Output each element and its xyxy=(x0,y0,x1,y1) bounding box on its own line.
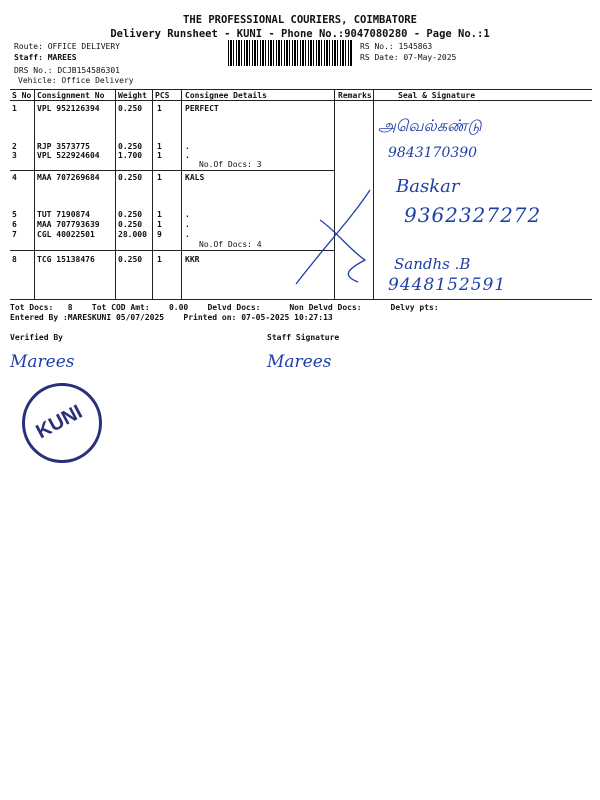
verified-signature: Marees xyxy=(10,352,75,372)
row-weight: 0.250 xyxy=(118,255,143,264)
col-divider xyxy=(34,89,35,299)
row-weight: 1.700 xyxy=(118,151,143,160)
row-pcs: 1 xyxy=(157,173,162,182)
header-seal-signature: Seal & Signature xyxy=(398,91,476,100)
row-details: KKR xyxy=(185,255,200,264)
docs-count-note: No.Of Docs: 3 xyxy=(199,160,262,169)
staff-signature-label: Staff Signature xyxy=(267,333,340,342)
entered-printed-line: Entered By :MARESKUNI 05/07/2025 Printed on: 07-05-2025 10:27:13 xyxy=(10,313,333,322)
header-consignee: Consignee Details xyxy=(185,91,267,100)
barcode-image xyxy=(228,40,352,66)
row-pcs: 1 xyxy=(157,104,162,113)
row-details: . xyxy=(185,210,190,219)
row-sno: 6 xyxy=(12,220,17,229)
company-name: THE PROFESSIONAL COURIERS, COIMBATORE xyxy=(183,14,417,26)
table-top-border xyxy=(10,89,592,90)
docs-count-note: No.Of Docs: 4 xyxy=(199,240,262,249)
totals-line: Tot Docs: 8 Tot COD Amt: 0.00 Delvd Docs: Non Delvd Docs: Delvy pts: xyxy=(10,303,439,312)
row-weight: 0.250 xyxy=(118,173,143,182)
row-pcs: 1 xyxy=(157,220,162,229)
col-divider xyxy=(181,89,182,299)
row-consignment: VPL 952126394 xyxy=(37,104,100,113)
row-details: KALS xyxy=(185,173,205,182)
row-sno: 5 xyxy=(12,210,17,219)
row-weight: 0.250 xyxy=(118,210,143,219)
handwritten-signature-2: Baskar xyxy=(396,176,460,197)
row-consignment: CGL 40022501 xyxy=(37,230,95,239)
handwritten-phone-3: 9448152591 xyxy=(388,275,507,295)
route-label: Route: OFFICE DELIVERY xyxy=(14,42,120,51)
staff-signature: Marees xyxy=(267,352,332,372)
row-details: . xyxy=(185,151,190,160)
row-consignment: VPL 522924604 xyxy=(37,151,100,160)
header-remarks: Remarks xyxy=(338,91,372,100)
row-sno: 7 xyxy=(12,230,17,239)
handwritten-phone-2: 9362327272 xyxy=(404,203,542,227)
header-sno: S No xyxy=(12,91,32,100)
row-sno: 8 xyxy=(12,255,17,264)
row-consignment: MAA 707269684 xyxy=(37,173,100,182)
header-consignment: Consignment No xyxy=(37,91,105,100)
row-details: PERFECT xyxy=(185,104,219,113)
row-sno: 4 xyxy=(12,173,17,182)
handwritten-phone-1: 9843170390 xyxy=(388,145,478,161)
verified-by-label: Verified By xyxy=(10,333,63,342)
header-weight: Weight xyxy=(118,91,147,100)
drs-number: DRS No.: DCJB154586301 xyxy=(14,66,120,75)
row-pcs: 1 xyxy=(157,151,162,160)
group-divider xyxy=(10,250,334,251)
row-sno: 3 xyxy=(12,151,17,160)
row-details: . xyxy=(185,142,190,151)
stamp-text: KUNI xyxy=(32,400,86,444)
row-weight: 0.250 xyxy=(118,220,143,229)
row-weight: 0.250 xyxy=(118,142,143,151)
row-sno: 2 xyxy=(12,142,17,151)
row-pcs: 1 xyxy=(157,255,162,264)
rs-number: RS No.: 1545863 xyxy=(360,42,433,51)
header-pcs: PCS xyxy=(155,91,170,100)
row-pcs: 1 xyxy=(157,210,162,219)
row-details: . xyxy=(185,220,190,229)
row-weight: 28.000 xyxy=(118,230,147,239)
table-header-border xyxy=(10,100,592,101)
row-weight: 0.250 xyxy=(118,104,143,113)
kuni-stamp xyxy=(22,383,102,463)
col-divider xyxy=(152,89,153,299)
row-consignment: MAA 707793639 xyxy=(37,220,100,229)
handwritten-signature-1: அவெல்கண்டு xyxy=(378,116,482,135)
cross-mark-scribble xyxy=(290,180,400,290)
row-consignment: RJP 3573775 xyxy=(37,142,90,151)
row-pcs: 9 xyxy=(157,230,162,239)
row-sno: 1 xyxy=(12,104,17,113)
table-bottom-border xyxy=(10,299,592,300)
staff-label: Staff: MAREES xyxy=(14,53,77,62)
rs-date: RS Date: 07-May-2025 xyxy=(360,53,457,62)
group-divider xyxy=(10,170,334,171)
row-details: . xyxy=(185,230,190,239)
col-divider xyxy=(115,89,116,299)
row-pcs: 1 xyxy=(157,142,162,151)
row-consignment: TUT 7190874 xyxy=(37,210,90,219)
runsheet-title: Delivery Runsheet - KUNI - Phone No.:9047080280 - Page No.:1 xyxy=(110,28,490,40)
handwritten-signature-3: Sandhs .B xyxy=(394,255,471,273)
row-consignment: TCG 15138476 xyxy=(37,255,95,264)
vehicle-label: Vehicle: Office Delivery xyxy=(18,76,134,85)
